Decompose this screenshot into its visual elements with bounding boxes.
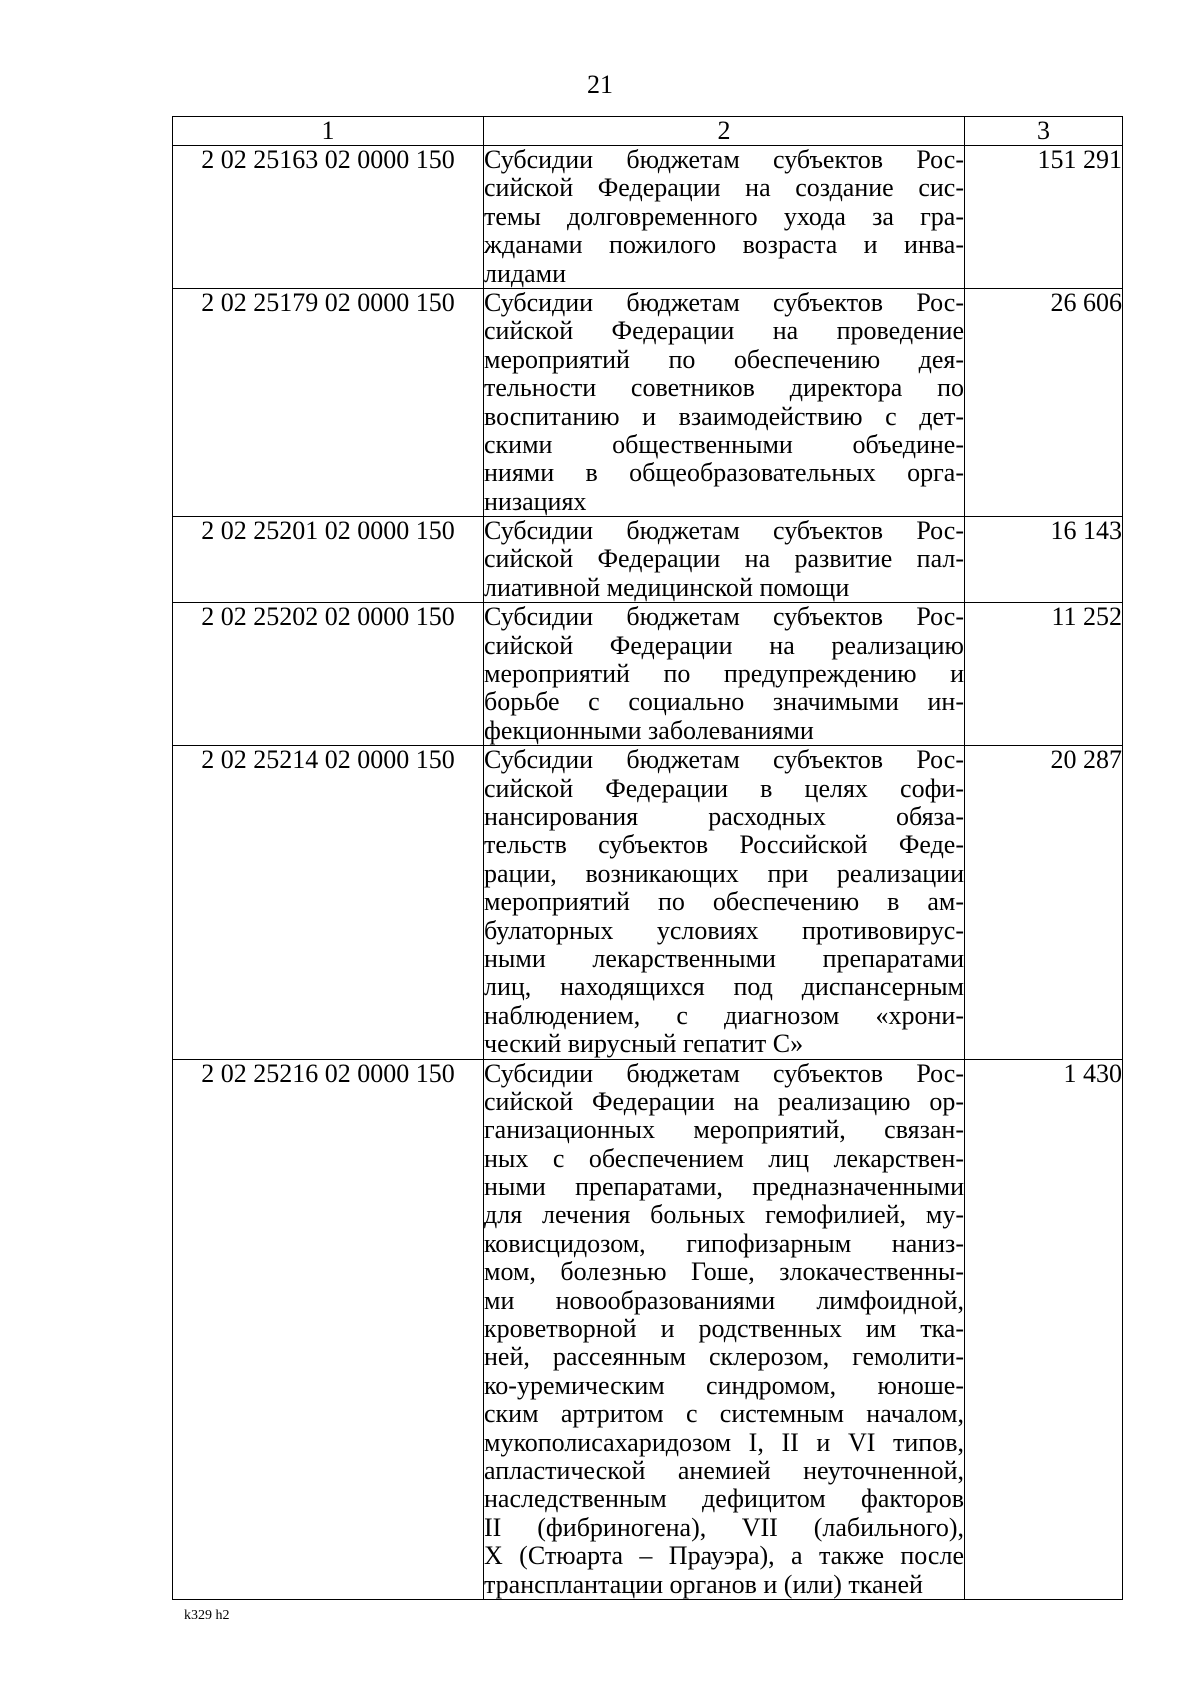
- description-line: ными лекарственными препаратами: [484, 943, 964, 973]
- description-line: темы долговременного ухода за гра-: [484, 201, 964, 231]
- description-line: ными препаратами, предназначенными: [484, 1172, 964, 1202]
- description-line: X (Стюарта – Прауэра), а также после: [484, 1541, 964, 1571]
- budget-code-cell: 2 02 25216 02 0000 150: [173, 1059, 484, 1599]
- amount-cell: 11 252: [965, 603, 1123, 746]
- table-row: [173, 146, 1123, 289]
- budget-code-cell: 2 02 25214 02 0000 150: [173, 746, 484, 1059]
- column-header-description: 2: [484, 117, 965, 146]
- description-line: мероприятий по предупреждению и: [484, 659, 964, 689]
- table-header-row: [173, 117, 1123, 146]
- column-header-amount: 3: [965, 117, 1123, 146]
- description-line: Субсидии бюджетам субъектов Рос-: [484, 745, 964, 775]
- description-line: ней, рассеянным склерозом, гемолити-: [484, 1342, 964, 1372]
- description-line: мом, болезнью Гоше, злокачественны-: [484, 1257, 964, 1287]
- description-line: для лечения больных гемофилией, му-: [484, 1200, 964, 1230]
- table-body: [173, 146, 1123, 1600]
- description-line: мероприятий по обеспечению в ам-: [484, 887, 964, 917]
- description-line: лиц, находящихся под диспансерным: [484, 972, 964, 1002]
- description-line: мукополисахаридозом I, II и VI типов,: [484, 1427, 964, 1457]
- amount-cell: 20 287: [965, 746, 1123, 1059]
- description-cell: [484, 288, 965, 516]
- column-header-code: 1: [173, 117, 484, 146]
- table-row: [173, 517, 1123, 603]
- description-cell: [484, 746, 965, 1059]
- description-line: наследственным дефицитом факторов: [484, 1484, 964, 1514]
- description-cell: [484, 1059, 965, 1599]
- table-row: [173, 746, 1123, 1059]
- description-cell: [484, 146, 965, 289]
- description-cell: [484, 603, 965, 746]
- description-line: кроветворной и родственных им тка-: [484, 1314, 964, 1344]
- page-number: 21: [587, 70, 613, 99]
- description-line: тельств субъектов Российской Феде-: [484, 830, 964, 860]
- table-row: [173, 1059, 1123, 1599]
- description-line: Субсидии бюджетам субъектов Рос-: [484, 287, 964, 317]
- description-line: мероприятий по обеспечению дея-: [484, 344, 964, 374]
- description-cell: [484, 517, 965, 603]
- description-line: борьбе с социально значимыми ин-: [484, 687, 964, 717]
- description-line: скими общественными объедине-: [484, 429, 964, 459]
- description-line: сийской Федерации на реализацию ор-: [484, 1086, 964, 1116]
- description-line: сийской Федерации в целях софи-: [484, 773, 964, 803]
- description-line: воспитанию и взаимодействию с дет-: [484, 401, 964, 431]
- budget-code-cell: 2 02 25202 02 0000 150: [173, 603, 484, 746]
- description-line: лидами: [484, 258, 567, 288]
- amount-cell: 1 430: [965, 1059, 1123, 1599]
- description-line: ковисцидозом, гипофизарным наниз-: [484, 1228, 964, 1258]
- description-line: жданами пожилого возраста и инва-: [484, 230, 964, 260]
- description-line: Субсидии бюджетам субъектов Рос-: [484, 1058, 964, 1088]
- amount-cell: 16 143: [965, 517, 1123, 603]
- description-line: сийской Федерации на создание сис-: [484, 173, 964, 203]
- description-line: сийской Федерации на проведение: [484, 316, 964, 346]
- description-line: ческий вирусный гепатит С»: [484, 1029, 804, 1059]
- description-line: Субсидии бюджетам субъектов Рос-: [484, 602, 964, 632]
- description-line: трансплантации органов и (или) тканей: [484, 1569, 923, 1599]
- description-line: булаторных условиях противовирус-: [484, 915, 964, 945]
- budget-table: [172, 116, 1123, 1600]
- description-line: ганизационных мероприятий, связан-: [484, 1115, 964, 1145]
- budget-code-cell: 2 02 25201 02 0000 150: [173, 517, 484, 603]
- footer-code: k329 h2: [184, 1608, 230, 1623]
- description-line: ми новообразованиями лимфоидной,: [484, 1285, 964, 1315]
- budget-code-cell: 2 02 25179 02 0000 150: [173, 288, 484, 516]
- amount-cell: 26 606: [965, 288, 1123, 516]
- description-line: II (фибриногена), VII (лабильного),: [484, 1512, 964, 1542]
- description-line: ским артритом с системным началом,: [484, 1399, 964, 1429]
- description-line: фекционными заболеваниями: [484, 715, 814, 745]
- description-line: Субсидии бюджетам субъектов Рос-: [484, 145, 964, 174]
- description-line: сийской Федерации на развитие пал-: [484, 544, 964, 574]
- description-line: Субсидии бюджетам субъектов Рос-: [484, 516, 964, 546]
- description-line: нансирования расходных обяза-: [484, 801, 964, 831]
- description-line: ниями в общеобразовательных орга-: [484, 458, 964, 488]
- budget-code-cell: 2 02 25163 02 0000 150: [173, 146, 484, 289]
- description-line: ных с обеспечением лиц лекарствен-: [484, 1143, 964, 1173]
- description-line: апластической анемией неуточненной,: [484, 1455, 964, 1485]
- description-line: ко-уремическим синдромом, юноше-: [484, 1370, 964, 1400]
- table-row: [173, 603, 1123, 746]
- table-row: [173, 288, 1123, 516]
- description-line: наблюдением, с диагнозом «хрони-: [484, 1000, 964, 1030]
- description-line: сийской Федерации на реализацию: [484, 630, 964, 660]
- description-line: низациях: [484, 486, 587, 516]
- amount-cell: 151 291: [965, 146, 1123, 289]
- description-line: лиативной медицинской помощи: [484, 572, 850, 602]
- description-line: рации, возникающих при реализации: [484, 858, 964, 888]
- description-line: тельности советников директора по: [484, 373, 964, 403]
